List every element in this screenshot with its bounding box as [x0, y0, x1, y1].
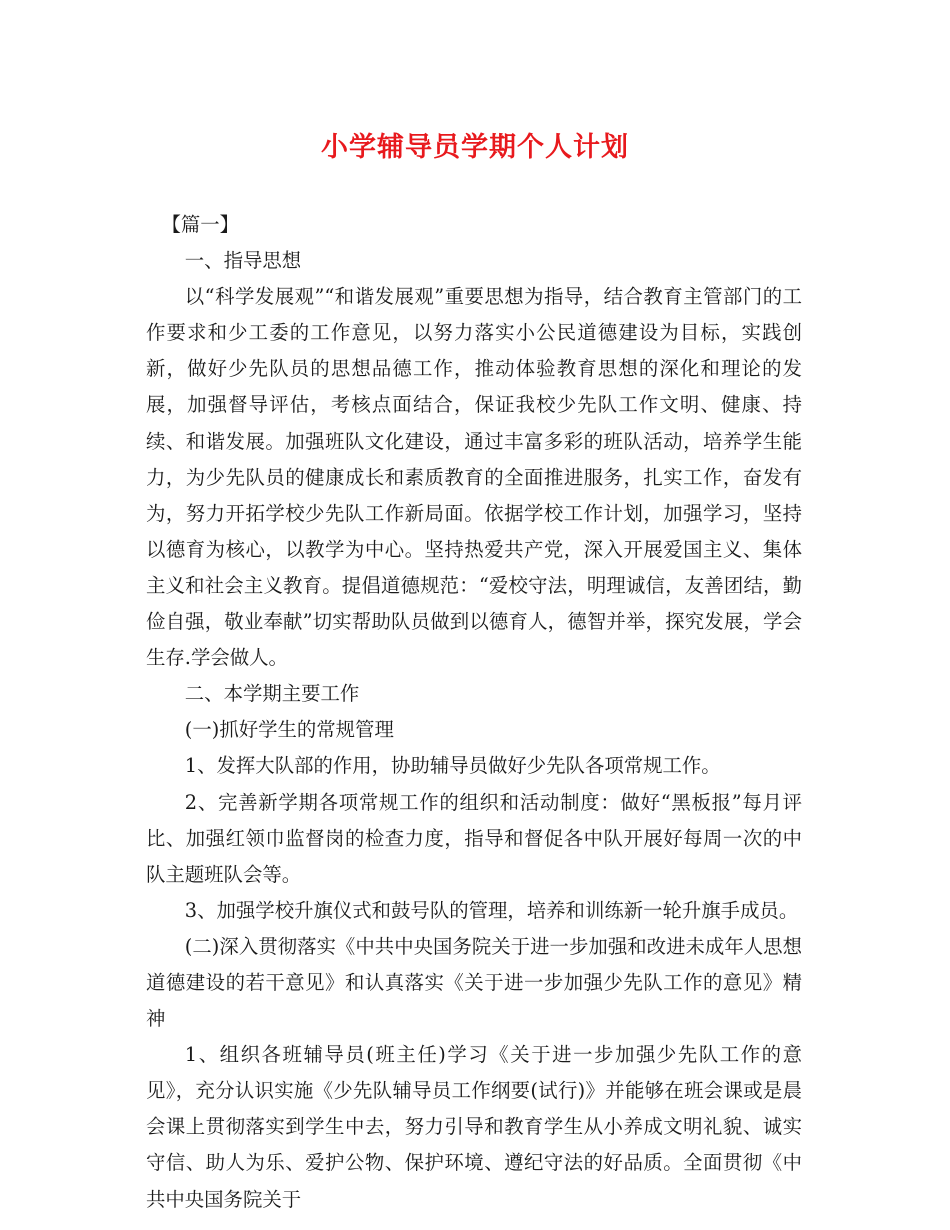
list-item-4: 1、组织各班辅导员(班主任)学习《关于进一步加强少先队工作的意见》，充分认识实施《少先队辅导员工作纲要(试行)》并能够在班会课或是晨会课上贯彻落实到学生中去，努力引导和教育学生从小养成文明礼貌、诚实守信、助人为乐、爱护公物、保护环境、遵纪守法的好品质。全面贯彻《中共中央国务院关于 [146, 1043, 802, 1211]
paragraph-guiding-ideology: 以“科学发展观”“和谐发展观”重要思想为指导，结合教育主管部门的工作要求和少工委的工作意见，以努力落实小公民道德建设为目标，实践创新，做好少先队员的思想品德工作，推动体验教育思想的深化和理论的发展，加强督导评估，考核点面结合，保证我校少先队工作文明、健康、持续、和谐发展。加强班队文化建设，通过丰富多彩的班队活动，培养学生能力，为少先队员的健康成长和素质教育的全面推进服务，扎实工作，奋发有为，努力开拓学校少先队工作新局面。依据学校工作计划，加强学习，坚持以德育为核心，以教学为中心。坚持热爱共产党，深入开展爱国主义、集体主义和社会主义教育。提倡道德规范：“爱校守法，明理诚信，友善团结，勤俭自强，敬业奉献”切实帮助队员做到以德育人，德智并举，探究发展，学会生存.学会做人。 [146, 285, 802, 670]
document-body [146, 207, 802, 1218]
heading-guiding-ideology: 一、指导思想 [184, 249, 302, 273]
subheading-routine-management: (一)抓好学生的常规管理 [184, 718, 394, 742]
document-title: 小学辅导员学期个人计划 [321, 132, 629, 163]
list-item-2: 2、完善新学期各项常规工作的组织和活动制度：做好“黑板报”每月评比、加强红领巾监督岗的检查力度，指导和督促各中队开展好每周一次的中队主题班队会等。 [146, 790, 802, 886]
list-item-3: 3、加强学校升旗仪式和鼓号队的管理，培养和训练新一轮升旗手成员。 [184, 898, 799, 922]
list-item-1: 1、发挥大队部的作用，协助辅导员做好少先队各项常规工作。 [184, 754, 721, 778]
heading-main-work: 二、本学期主要工作 [184, 682, 360, 706]
section-label: 【篇一】 [161, 213, 240, 236]
subheading-implementation: (二)深入贯彻落实《中共中央国务院关于进一步加强和改进未成年人思想道德建设的若干意见》和认真落实《关于进一步加强少先队工作的意见》精神 [146, 934, 802, 1031]
